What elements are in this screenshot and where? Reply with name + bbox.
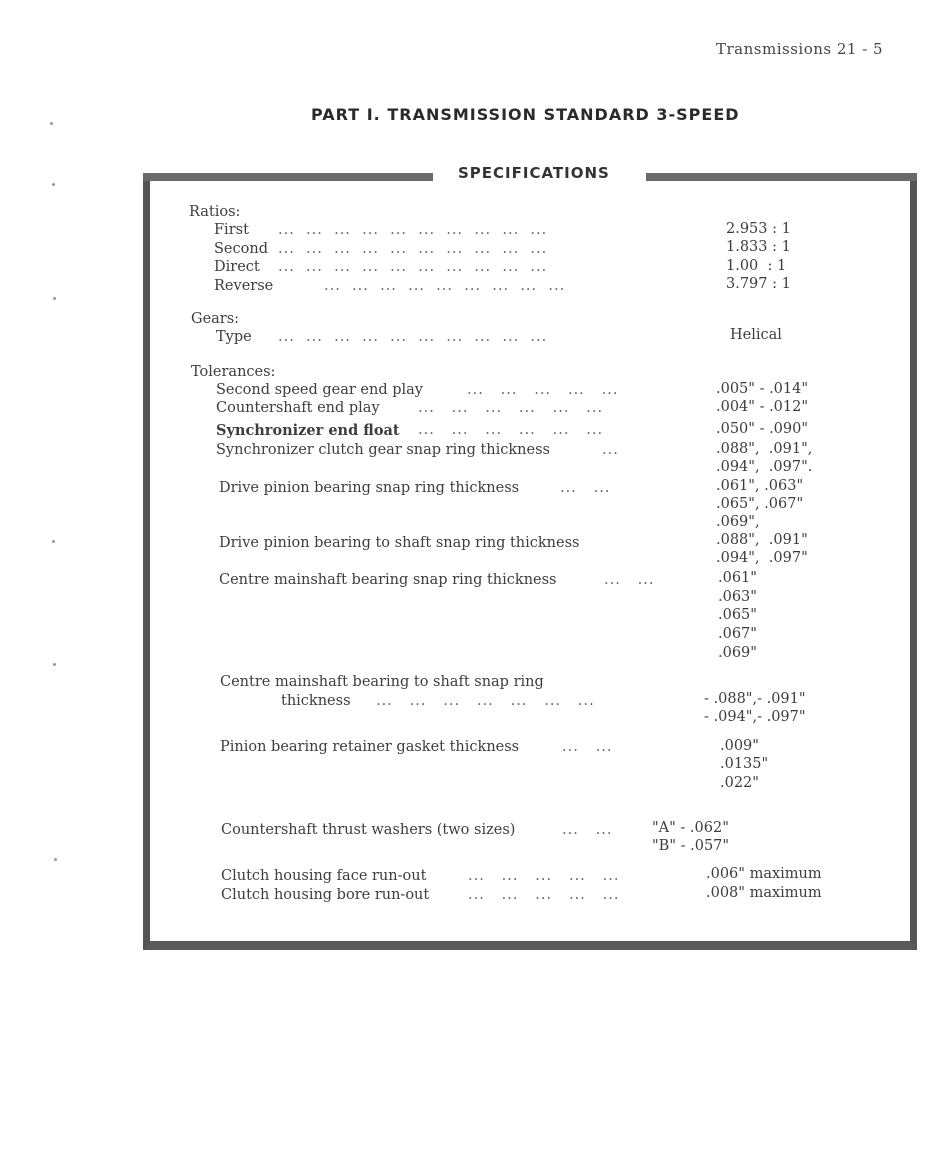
tol-value: .067" xyxy=(718,626,757,642)
tol-label-centre-mainshaft-to-shaft: Centre mainshaft bearing to shaft snap ring xyxy=(220,674,544,690)
tol-value: .006" maximum xyxy=(706,866,822,882)
leader-dots: ... ... ... ... ... ... ... ... ... xyxy=(324,278,566,294)
ratio-value-first: 2.953 : 1 xyxy=(726,221,791,237)
tol-value: .004" - .012" xyxy=(716,399,809,415)
ratio-label-first: First xyxy=(214,222,249,238)
tol-label-drive-pinion-snap-ring: Drive pinion bearing snap ring thickness xyxy=(219,480,520,496)
tol-value: .061" xyxy=(718,570,757,586)
leader-dots: ... ... xyxy=(562,822,613,838)
tol-label-synchronizer-end-float: Synchronizer end float xyxy=(216,422,400,439)
box-top-rule-right xyxy=(646,173,917,181)
tol-value: .065" xyxy=(718,607,757,623)
leader-dots: ... ... ... ... ... xyxy=(468,887,620,903)
leader-dots: ... ... ... ... ... ... ... ... ... ... xyxy=(278,329,548,345)
tol-label-thrust-washers: Countershaft thrust washers (two sizes) xyxy=(221,822,516,838)
part-title: PART I. TRANSMISSION STANDARD 3-SPEED xyxy=(311,105,740,124)
leader-dots: ... ... ... ... ... ... ... ... ... ... xyxy=(278,241,548,257)
tol-label-face-runout: Clutch housing face run-out xyxy=(221,868,427,884)
tol-value: .0135" xyxy=(720,756,769,772)
ratio-value-reverse: 3.797 : 1 xyxy=(726,276,791,292)
tol-label-drive-pinion-to-shaft: Drive pinion bearing to shaft snap ring thickness xyxy=(219,535,580,551)
ratio-value-second: 1.833 : 1 xyxy=(726,239,791,255)
gear-label-type: Type xyxy=(216,329,252,345)
tolerances-heading: Tolerances: xyxy=(191,364,276,380)
ratios-heading: Ratios: xyxy=(189,204,241,220)
tol-label-second-speed-gear: Second speed gear end play xyxy=(216,382,423,398)
ratio-label-direct: Direct xyxy=(214,259,260,275)
tol-value: .088", .091", xyxy=(716,441,813,457)
tol-value: .094", .097". xyxy=(716,459,813,475)
leader-dots: ... ... ... ... ... ... xyxy=(418,422,604,438)
tol-label-sync-clutch-snap-ring: Synchronizer clutch gear snap ring thickness xyxy=(216,442,550,458)
scan-speck xyxy=(52,183,55,186)
tol-label-centre-mainshaft-snap-ring: Centre mainshaft bearing snap ring thickness xyxy=(219,572,557,588)
box-top-rule-left xyxy=(143,173,433,181)
ratio-label-second: Second xyxy=(214,241,268,257)
leader-dots: ... ... ... ... ... ... ... ... ... ... xyxy=(278,222,548,238)
tol-value: .022" xyxy=(720,775,759,791)
tol-value: .094", .097" xyxy=(716,550,808,566)
tol-value: .069", xyxy=(716,514,760,530)
tol-value: "B" - .057" xyxy=(652,838,730,854)
scan-speck xyxy=(54,858,57,861)
gear-value-type: Helical xyxy=(730,327,782,343)
scan-speck xyxy=(53,663,56,666)
tol-label-bore-runout: Clutch housing bore run-out xyxy=(221,887,430,903)
tol-value: .005" - .014" xyxy=(716,381,809,397)
tol-value: .008" maximum xyxy=(706,885,822,901)
leader-dots: ... ... ... ... ... ... ... xyxy=(376,693,595,709)
gears-heading: Gears: xyxy=(191,311,240,327)
tol-value: .063" xyxy=(718,589,757,605)
scan-speck xyxy=(52,540,55,543)
leader-dots: ... ... ... ... ... xyxy=(467,382,619,398)
leader-dots: ... ... xyxy=(560,480,611,496)
tol-value: .069" xyxy=(718,645,757,661)
specifications-title: SPECIFICATIONS xyxy=(458,164,610,182)
leader-dots: ... xyxy=(602,442,619,458)
scan-speck xyxy=(50,122,53,125)
leader-dots: ... ... ... ... ... xyxy=(468,868,620,884)
tol-value: .061", .063" xyxy=(716,478,804,494)
tol-value: .065", .067" xyxy=(716,496,804,512)
tol-label-pinion-gasket: Pinion bearing retainer gasket thickness xyxy=(220,739,520,755)
running-header: Transmissions 21 - 5 xyxy=(716,40,884,58)
tol-label-countershaft-end-play: Countershaft end play xyxy=(216,400,380,416)
tol-value: - .094",- .097" xyxy=(704,709,806,725)
leader-dots: ... ... ... ... ... ... xyxy=(418,400,604,416)
ratio-value-direct: 1.00 : 1 xyxy=(726,258,787,274)
tol-value: - .088",- .091" xyxy=(704,691,806,707)
tol-value: .009" xyxy=(720,738,759,754)
tol-value: "A" - .062" xyxy=(652,820,729,836)
leader-dots: ... ... ... ... ... ... ... ... ... ... xyxy=(278,259,548,275)
tol-value: .050" - .090" xyxy=(716,421,809,437)
tol-value: .088", .091" xyxy=(716,532,808,548)
tol-label-continuation: thickness xyxy=(281,693,351,709)
leader-dots: ... ... xyxy=(604,572,655,588)
scan-speck xyxy=(53,297,56,300)
leader-dots: ... ... xyxy=(562,739,613,755)
ratio-label-reverse: Reverse xyxy=(214,278,274,294)
